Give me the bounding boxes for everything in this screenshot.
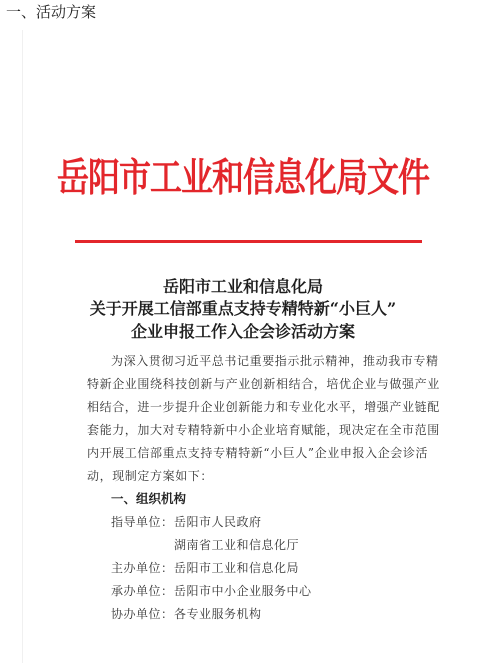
body-line-3: 相结合，进一步提升企业创新能力和专业化水平，增强产业链配 [87, 400, 440, 414]
body-line-2: 特新企业围绕科技创新与产业创新相结合，培优企业与做强产业 [87, 377, 440, 391]
body-line-1: 为深入贯彻习近平总书记重要指示批示精神，推动我市专精 [111, 354, 439, 368]
org-label-co-organizer: 协办单位： [111, 607, 174, 621]
document-title-line-3: 企业申报工作入企会诊活动方案 [130, 322, 355, 341]
org-label-guide: 指导单位： [111, 515, 174, 529]
org-value-guide-2: 湖南省工业和信息化厅 [174, 538, 300, 552]
org-label-host: 主办单位： [111, 561, 174, 575]
red-divider-line [75, 240, 422, 243]
org-value-co-organizer: 各专业服务机构 [174, 607, 262, 621]
body-line-4: 套能力，加大对专精特新中小企业培育赋能，现决定在全市范围 [87, 423, 440, 437]
org-label-organizer: 承办单位： [111, 584, 174, 598]
org-value-guide-1: 岳阳市人民政府 [174, 515, 262, 529]
body-line-5: 内开展工信部重点支持专精特新“小巨人”企业申报入企会诊活 [87, 446, 429, 460]
document-title-line-1: 岳阳市工业和信息化局 [162, 277, 323, 296]
section-one-heading: 一、组织机构 [111, 491, 187, 506]
document-scan [22, 30, 463, 663]
body-line-6: 动，现制定方案如下： [87, 469, 214, 483]
section-heading: 一、活动方案 [6, 3, 97, 21]
org-value-organizer: 岳阳市中小企业服务中心 [174, 584, 312, 598]
document-title-line-2: 关于开展工信部重点支持专精特新“小巨人” [89, 299, 397, 318]
org-value-host: 岳阳市工业和信息化局 [174, 561, 300, 575]
red-header-title: 岳阳市工业和信息化局文件 [56, 154, 429, 201]
